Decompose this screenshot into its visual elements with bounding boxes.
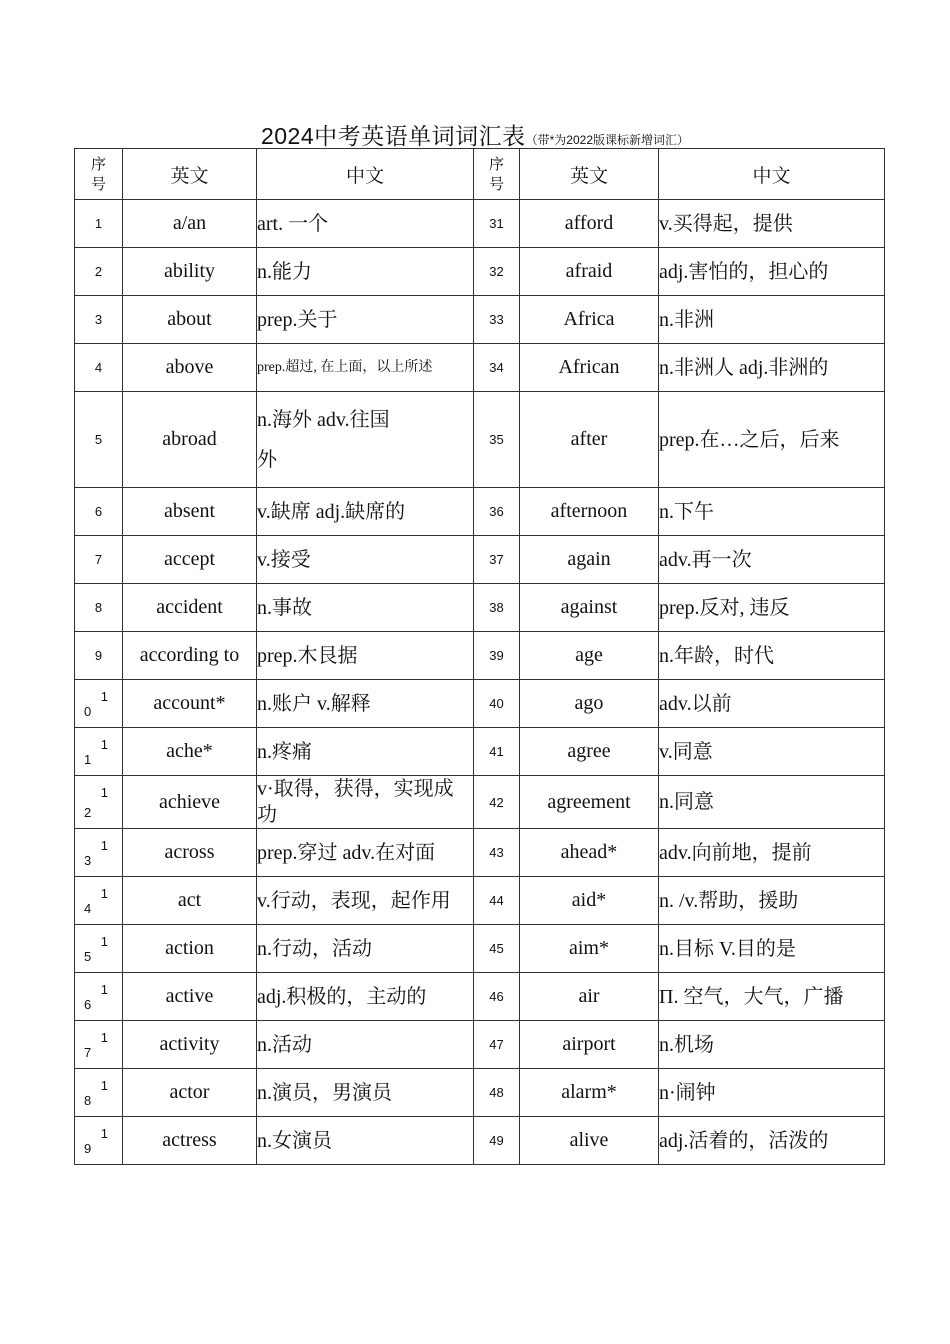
- english-word: ability: [123, 248, 257, 296]
- row-number: 1 1: [75, 728, 123, 776]
- chinese-meaning: adv.向前地，提前: [659, 829, 885, 877]
- chinese-meaning: n.行动，活动: [257, 925, 474, 973]
- english-word: act: [123, 877, 257, 925]
- row-number: 39: [474, 632, 520, 680]
- table-row: [75, 248, 885, 296]
- table-row: [75, 1069, 885, 1117]
- table-row: [75, 1117, 885, 1165]
- english-word: abroad: [123, 392, 257, 488]
- table-row: [75, 392, 885, 488]
- table-row: [75, 632, 885, 680]
- table-row: [75, 877, 885, 925]
- chinese-meaning: v.行动，表现，起作用: [257, 877, 474, 925]
- row-number: 2: [75, 248, 123, 296]
- english-word: alive: [520, 1117, 659, 1165]
- chinese-meaning: n.机场: [659, 1021, 885, 1069]
- english-word: absent: [123, 488, 257, 536]
- chinese-meaning: prep.反对, 违反: [659, 584, 885, 632]
- chinese-meaning: adj.积极的，主动的: [257, 973, 474, 1021]
- header-zh-left: 中文: [257, 149, 474, 200]
- title-note: （带*为2022版课标新增词汇）: [525, 133, 690, 147]
- row-number: 44: [474, 877, 520, 925]
- chinese-meaning: n.事故: [257, 584, 474, 632]
- row-number: 4: [75, 344, 123, 392]
- table-row: [75, 829, 885, 877]
- english-word: across: [123, 829, 257, 877]
- row-number: 3: [75, 296, 123, 344]
- chinese-meaning: prep.超过, 在上面，以上所述: [257, 344, 474, 392]
- row-number: 48: [474, 1069, 520, 1117]
- row-number: 1: [75, 200, 123, 248]
- table-row: [75, 296, 885, 344]
- english-word: a/an: [123, 200, 257, 248]
- english-word: action: [123, 925, 257, 973]
- chinese-meaning: n.目标 V.目的是: [659, 925, 885, 973]
- chinese-meaning: adj.害怕的，担心的: [659, 248, 885, 296]
- english-word: account*: [123, 680, 257, 728]
- english-word: aim*: [520, 925, 659, 973]
- row-number: 32: [474, 248, 520, 296]
- row-number: 31: [474, 200, 520, 248]
- english-word: ahead*: [520, 829, 659, 877]
- chinese-meaning: n.同意: [659, 776, 885, 829]
- table-row: [75, 776, 885, 829]
- chinese-meaning: n.疼痛: [257, 728, 474, 776]
- row-number: 1 6: [75, 973, 123, 1021]
- chinese-meaning: n.能力: [257, 248, 474, 296]
- chinese-meaning: n·闹钟: [659, 1069, 885, 1117]
- row-number: 5: [75, 392, 123, 488]
- english-word: actress: [123, 1117, 257, 1165]
- row-number: 37: [474, 536, 520, 584]
- english-word: age: [520, 632, 659, 680]
- table-row: [75, 680, 885, 728]
- chinese-meaning: n.女演员: [257, 1117, 474, 1165]
- row-number: 49: [474, 1117, 520, 1165]
- chinese-meaning: Π. 空气，大气，广播: [659, 973, 885, 1021]
- row-number: 40: [474, 680, 520, 728]
- chinese-meaning: n.海外 adv.往国 外: [257, 392, 474, 488]
- row-number: 42: [474, 776, 520, 829]
- english-word: airport: [520, 1021, 659, 1069]
- english-word: accident: [123, 584, 257, 632]
- row-number: 36: [474, 488, 520, 536]
- row-number: 47: [474, 1021, 520, 1069]
- table-row: [75, 200, 885, 248]
- row-number: 45: [474, 925, 520, 973]
- table-row: [75, 344, 885, 392]
- header-row: [75, 149, 885, 200]
- row-number: 1 2: [75, 776, 123, 829]
- chinese-meaning: v.同意: [659, 728, 885, 776]
- chinese-meaning: v.买得起，提供: [659, 200, 885, 248]
- english-word: afraid: [520, 248, 659, 296]
- chinese-meaning: v.接受: [257, 536, 474, 584]
- chinese-meaning: prep.木艮据: [257, 632, 474, 680]
- chinese-meaning: prep.在…之后，后来: [659, 392, 885, 488]
- row-number: 1 5: [75, 925, 123, 973]
- row-number: 7: [75, 536, 123, 584]
- table-row: [75, 925, 885, 973]
- english-word: actor: [123, 1069, 257, 1117]
- chinese-meaning: n. /v.帮助，援助: [659, 877, 885, 925]
- chinese-meaning: prep.穿过 adv.在对面: [257, 829, 474, 877]
- table-row: [75, 973, 885, 1021]
- chinese-meaning: n.演员，男演员: [257, 1069, 474, 1117]
- row-number: 46: [474, 973, 520, 1021]
- chinese-meaning: adv.再一次: [659, 536, 885, 584]
- english-word: Africa: [520, 296, 659, 344]
- english-word: about: [123, 296, 257, 344]
- row-number: 43: [474, 829, 520, 877]
- english-word: against: [520, 584, 659, 632]
- chinese-meaning: n.年龄，时代: [659, 632, 885, 680]
- chinese-meaning: n.非洲: [659, 296, 885, 344]
- english-word: after: [520, 392, 659, 488]
- row-number: 34: [474, 344, 520, 392]
- header-zh-right: 中文: [659, 149, 885, 200]
- english-word: afford: [520, 200, 659, 248]
- english-word: above: [123, 344, 257, 392]
- english-word: according to: [123, 632, 257, 680]
- english-word: activity: [123, 1021, 257, 1069]
- english-word: aid*: [520, 877, 659, 925]
- table-row: [75, 584, 885, 632]
- english-word: again: [520, 536, 659, 584]
- english-word: air: [520, 973, 659, 1021]
- page-title: [0, 118, 950, 151]
- chinese-meaning: adv.以前: [659, 680, 885, 728]
- chinese-meaning: n.非洲人 adj.非洲的: [659, 344, 885, 392]
- row-number: 35: [474, 392, 520, 488]
- english-word: ache*: [123, 728, 257, 776]
- row-number: 9: [75, 632, 123, 680]
- table-row: [75, 1021, 885, 1069]
- table-row: [75, 536, 885, 584]
- header-en-left: 英文: [123, 149, 257, 200]
- row-number: 8: [75, 584, 123, 632]
- english-word: afternoon: [520, 488, 659, 536]
- chinese-meaning: n.活动: [257, 1021, 474, 1069]
- row-number: 1 0: [75, 680, 123, 728]
- chinese-meaning: art. 一个: [257, 200, 474, 248]
- english-word: alarm*: [520, 1069, 659, 1117]
- header-num-left: 序 号: [75, 149, 123, 200]
- row-number: 1 4: [75, 877, 123, 925]
- chinese-meaning: v·取得，获得，实现成功: [257, 776, 474, 829]
- english-word: accept: [123, 536, 257, 584]
- header-en-right: 英文: [520, 149, 659, 200]
- chinese-meaning: n.账户 v.解释: [257, 680, 474, 728]
- row-number: 41: [474, 728, 520, 776]
- row-number: 1 9: [75, 1117, 123, 1165]
- english-word: African: [520, 344, 659, 392]
- row-number: 1 8: [75, 1069, 123, 1117]
- row-number: 1 3: [75, 829, 123, 877]
- english-word: agreement: [520, 776, 659, 829]
- chinese-meaning: adj.活着的，活泼的: [659, 1117, 885, 1165]
- english-word: achieve: [123, 776, 257, 829]
- chinese-meaning: prep.关于: [257, 296, 474, 344]
- english-word: active: [123, 973, 257, 1021]
- row-number: 6: [75, 488, 123, 536]
- english-word: ago: [520, 680, 659, 728]
- chinese-meaning: v.缺席 adj.缺席的: [257, 488, 474, 536]
- row-number: 1 7: [75, 1021, 123, 1069]
- table-row: [75, 728, 885, 776]
- row-number: 33: [474, 296, 520, 344]
- table-row: [75, 488, 885, 536]
- chinese-meaning: n.下午: [659, 488, 885, 536]
- english-word: agree: [520, 728, 659, 776]
- title-main: 2024中考英语单词词汇表: [260, 123, 526, 149]
- header-num-right: 序 号: [474, 149, 520, 200]
- row-number: 38: [474, 584, 520, 632]
- vocabulary-table: [74, 148, 885, 1165]
